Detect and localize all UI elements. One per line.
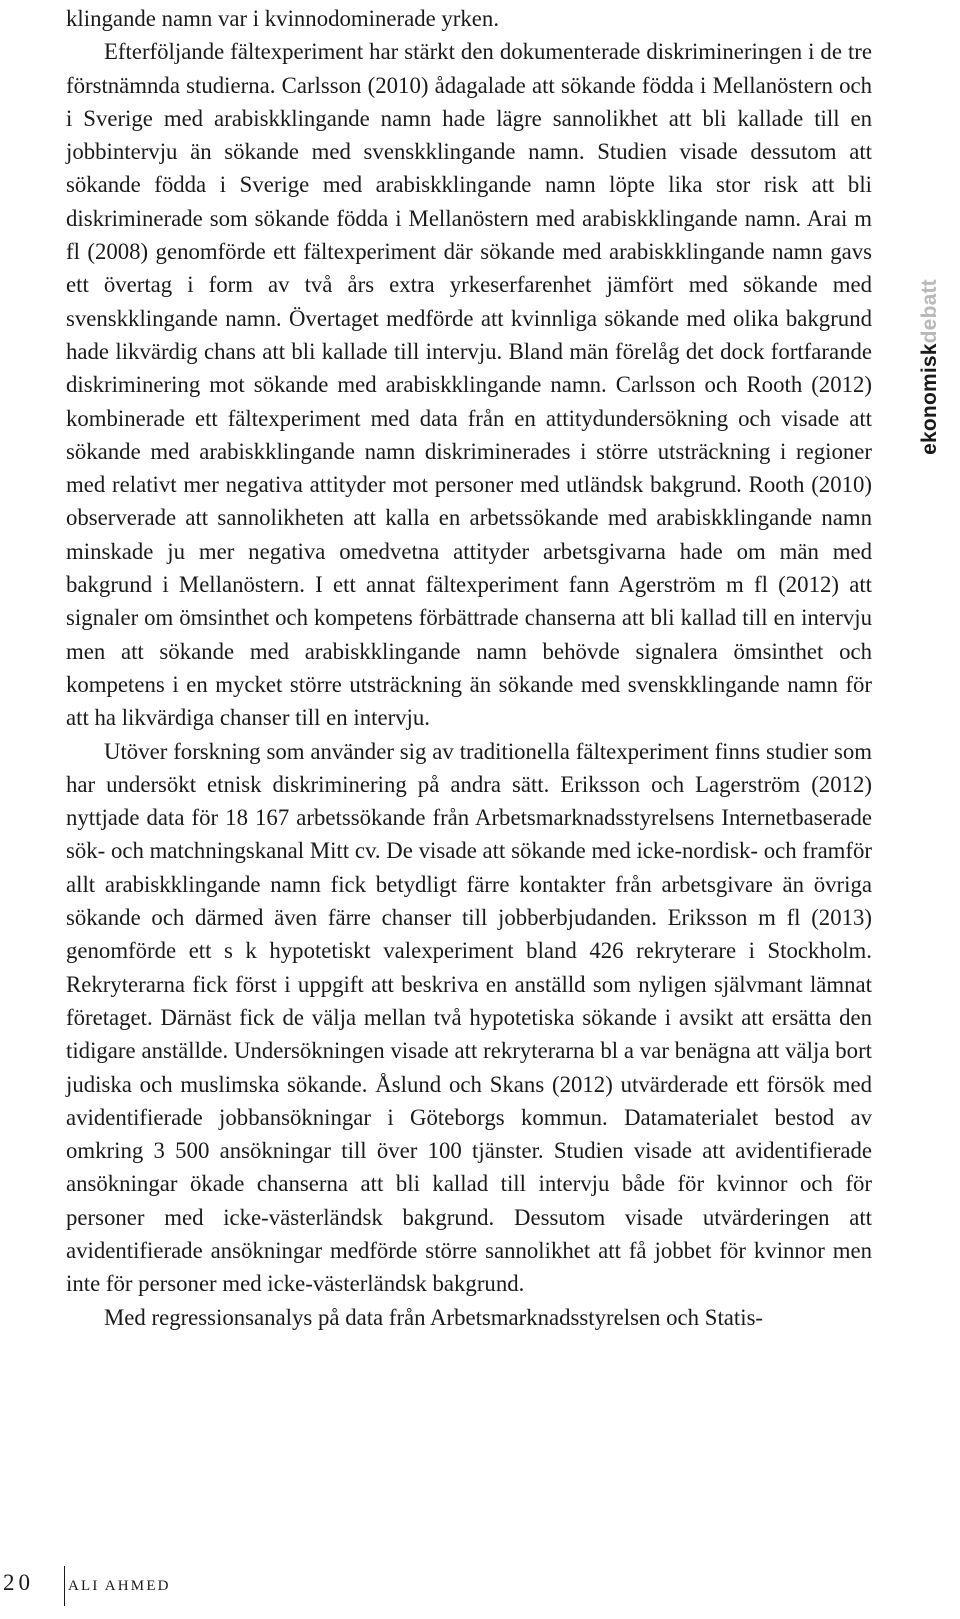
page-number: 20 — [3, 1570, 34, 1595]
author-name: ALI AHMED — [68, 1578, 171, 1594]
journal-name-part-ekonomisk: ekonomisk — [918, 343, 941, 455]
paragraph: Utöver forskning som använder sig av traditionella fältexperiment finns studier som har undersökt etnisk diskriminering på andra sätt. Eriksson och Lagerström (2012) nyttjade data för 18 167 arbetssökande från Arbetsmarknadsstyrelsens Internetbaserade sök- och matchningskanal Mitt cv. De visade att sökande med icke-nordisk- och framför allt arabiskklingande namn fick betydligt färre kontakter från arbetsgivare än övriga sökande och därmed även färre chanser till jobberbjudanden. Eriksson m fl (2013) genomförde ett s k hypotetiskt valexperiment bland 426 rekryterare i Stockholm. Rekryterarna fick först i uppgift att beskriva en anställd som nyligen självmant lämnat företaget. Därnäst fick de välja mellan två hypotetiska sökande i avsikt att ersätta den tidigare anställde. Undersökningen visade att rekryterarna bl a var benägna att välja bort judiska och muslimska sökande. Åslund och Skans (2012) utvärderade ett försök med avidentifierade jobbansökningar i Göteborgs kommun. Datamaterialet bestod av omkring 3 500 ansökningar till över 100 tjänster. Studien visade att avidentifierade ansökningar ökade chanserna att bli kallad till intervju både för kvinnor och för personer med icke-västerländsk bakgrund. Dessutom visade utvärderingen att avidentifierade ansökningar medförde större sannolikhet att få jobbet för kvinnor men inte för personer med icke-västerländsk bakgrund. — [66, 738, 872, 1297]
footer-divider — [64, 1566, 65, 1606]
journal-name-side-label — [914, 262, 946, 472]
journal-name — [918, 279, 942, 455]
journal-name-part-debatt: debatt — [918, 279, 941, 344]
page-footer — [0, 1566, 960, 1606]
article-body — [66, 2, 872, 1334]
paragraph: Med regressionsanalys på data från Arbetsmarknadsstyrelsen och Statis- — [104, 1304, 764, 1330]
paragraph: klingande namn var i kvinnodominerade yrken. — [66, 6, 500, 31]
paragraph: Efterföljande fältexperiment har stärkt den dokumenterade diskrimineringen i de tre förstnämnda studierna. Carlsson (2010) ådagalade att sökande födda i Mellanöstern och i Sverige med arabiskklingande namn hade lägre sannolikhet att bli kallade till en jobbintervju än sökande med svenskklingande namn. Studien visade dessutom att sökande födda i Sverige med arabiskklingande namn löpte lika stor risk att bli diskriminerade som sökande födda i Mellanöstern med arabiskklingande namn. Arai m fl (2008) genomförde ett fältexperiment där sökande med arabiskklingande namn gavs ett övertag i form av två års extra yrkeserfarenhet jämfört med sökande med svenskklingande namn. Övertaget medförde att kvinnliga sökande med olika bakgrund hade likvärdig chans att bli kallade till intervju. Bland män förelåg det dock fortfarande diskriminering mot sökande med arabiskklingande namn. Carlsson och Rooth (2012) kombinerade ett fältexperiment med data från en attitydundersökning och visade att sökande med arabiskklingande namn diskriminerades i större utsträckning i regioner med relativt mer negativa attityder mot personer med utländsk bakgrund. Rooth (2010) observerade att sannolikheten att kalla en arbetssökande med arabiskklingande namn minskade ju mer negativa omedvetna attityder arbetsgivarna hade om män med bakgrund i Mellanöstern. I ett annat fältexperiment fann Agerström m fl (2012) att signaler om ömsinthet och kompetens förbättrade chanserna att bli kallad till en intervju men att sökande med arabiskklingande namn behövde signalera ömsinthet och kompetens i en mycket större utsträckning än sökande med svenskklingande namn för att ha likvärdiga chanser till en intervju. — [66, 39, 872, 731]
